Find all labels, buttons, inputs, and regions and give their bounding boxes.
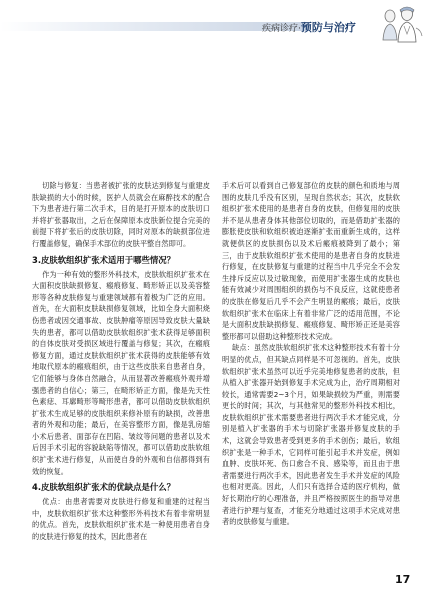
medical-staff-logo-icon bbox=[380, 4, 424, 44]
header-category: 疾病诊疗 bbox=[262, 24, 299, 34]
header-title bbox=[262, 19, 356, 35]
heading-pros-cons: 4.皮肤软组织扩张术的优缺点是什么？ bbox=[32, 482, 176, 493]
paragraph-indications: 作为一种有效的整形外科技术，皮肤软组织扩张术在大面积皮肤缺损修复、瘢痕修复、畸形矫正以及美容整形等各种皮肤修复与重建领域都有着极为广泛的应用。首先，在大面积皮肤缺损修复领域，比如全身大面积烧伤患者或因交通事故、皮肤肿瘤等原因导致皮肤大量缺失的患者，都可以借助皮肤软组织扩张术获得足够面积的自体皮肤对受损区域进行覆盖与修复；其次，在瘢痕修复方面，通过皮肤软组织扩张术获得的皮肤能够有效地取代原本的瘢痕组织，由于这些皮肤来自患者自身，它们能够与身体自然融合，从而显著改善瘢痕外观并增强患者的自信心；第三，在畸形矫正方面，像是先天性色素痣、耳廓畸形等畸形患者，都可以借助皮肤软组织扩张术生成足够的皮肤组织来修补原有的缺损，改善患者的外观和功能；最后，在美容整形方面，像是乳房缩小术后患者、面部存在凹陷、皱纹等问题的患者以及术后因手术引起的容貌缺陷等情况，都可以借助皮肤软组织扩张术进行修复，从而使自身的外观和自信都得到有效的恢复。 bbox=[32, 269, 210, 476]
page-header bbox=[0, 0, 427, 46]
page-number: 17 bbox=[395, 573, 411, 586]
header-separator: · bbox=[298, 24, 301, 34]
header-section: 预防与治疗 bbox=[300, 21, 356, 34]
right-column bbox=[222, 180, 400, 528]
heading-indications: 3.皮肤软组织扩张术适用于哪些情况？ bbox=[32, 254, 176, 265]
paragraph-excision-repair: 切除与修复：当患者被扩张的皮肤达到修复与重建皮肤缺损的大小的时候，医护人员就会在麻醉技术的配合下为患者进行第二次手术，目的是打开原本的皮肤切口并将扩张器取出，之后在保障原本皮肤新位提合完美的前提下将扩张后的皮肤切除，同时对原本的缺损部位进行覆盖修复，确保手术部位的皮肤平整自然即可。 bbox=[32, 181, 210, 248]
paragraph-disadvantages: 缺点：虽然皮肤软组织扩张术这种整形技术有着十分明显的优点，但其缺点同样是不可忽视的。首先，皮肤软组织扩张术虽然可以近乎完美地修复患者的皮肤，但从植入扩张器开始到修复手术完成为止，治疗周期相对较长，通常需要2~3个月，如果缺损较为严重，则需要更长的时间；其次，与其他常见的整形外科技术相比，皮肤软组织扩张术需要患者进行两次手术才能完成，分别是植入扩张器的手术与切除扩张器并修复皮肤的手术，这就会导致患者受到更多的手术创伤；最后，软组织扩张是一种手术，它同样可能引起手术并发症，例如血肿、皮肤坏死、伤口愈合不良、感染等，而且由于患者需要进行两次手术，因此患者发生手术并发症的风险也相对更高。因此，人们只有选择合适的医疗机构，做好长期治疗的心理准备，并且严格按照医生的指导对患者进行护理与复查，才能充分地通过这项手术完成对患者的皮肤修复与重建。 bbox=[222, 343, 400, 527]
paragraph-advantages-start: 优点：由患者需要对皮肤进行修复和重建的过程当中，皮肤软组织扩张术这种整形外科技术有着非常明显的优点。首先，皮肤软组织扩张术是一种使用患者自身的皮肤进行修复的技术，因此患者在 bbox=[32, 497, 210, 542]
left-column bbox=[32, 180, 210, 543]
paragraph-advantages-continued: 手术后可以看到自己修复部位的皮肤的颜色和质地与周围的皮肤几乎没有区别，呈现自然状态；其次，皮肤软组织扩张术使用的是患者自身的皮肤，但修复用的皮肤并不是从患者身体其他部位切取的，而是借助扩张器的膨胀使皮肤和软组织被迫逐渐扩张而重新生成的，这样就便供区的皮肤损伤以及术后瘢痕被降到了最小；第三，由于皮肤软组织扩张术使用的是患者自身的皮肤进行修复，在皮肤修复与重建的过程当中几乎完全不会发生排斥反应以及过敏现象，而使用扩张器生成的皮肤也能有效减少对周围组织的损伤与不良反应，这就使患者的皮肤在修复后几乎不会产生明显的瘢痕；最后，皮肤软组织扩张术在临床上有着非常广泛的适用范围，不论是大面积皮肤缺损修复、瘢痕修复、畸形矫正还是美容整形都可以借助这种整形技术完成。 bbox=[222, 181, 400, 341]
